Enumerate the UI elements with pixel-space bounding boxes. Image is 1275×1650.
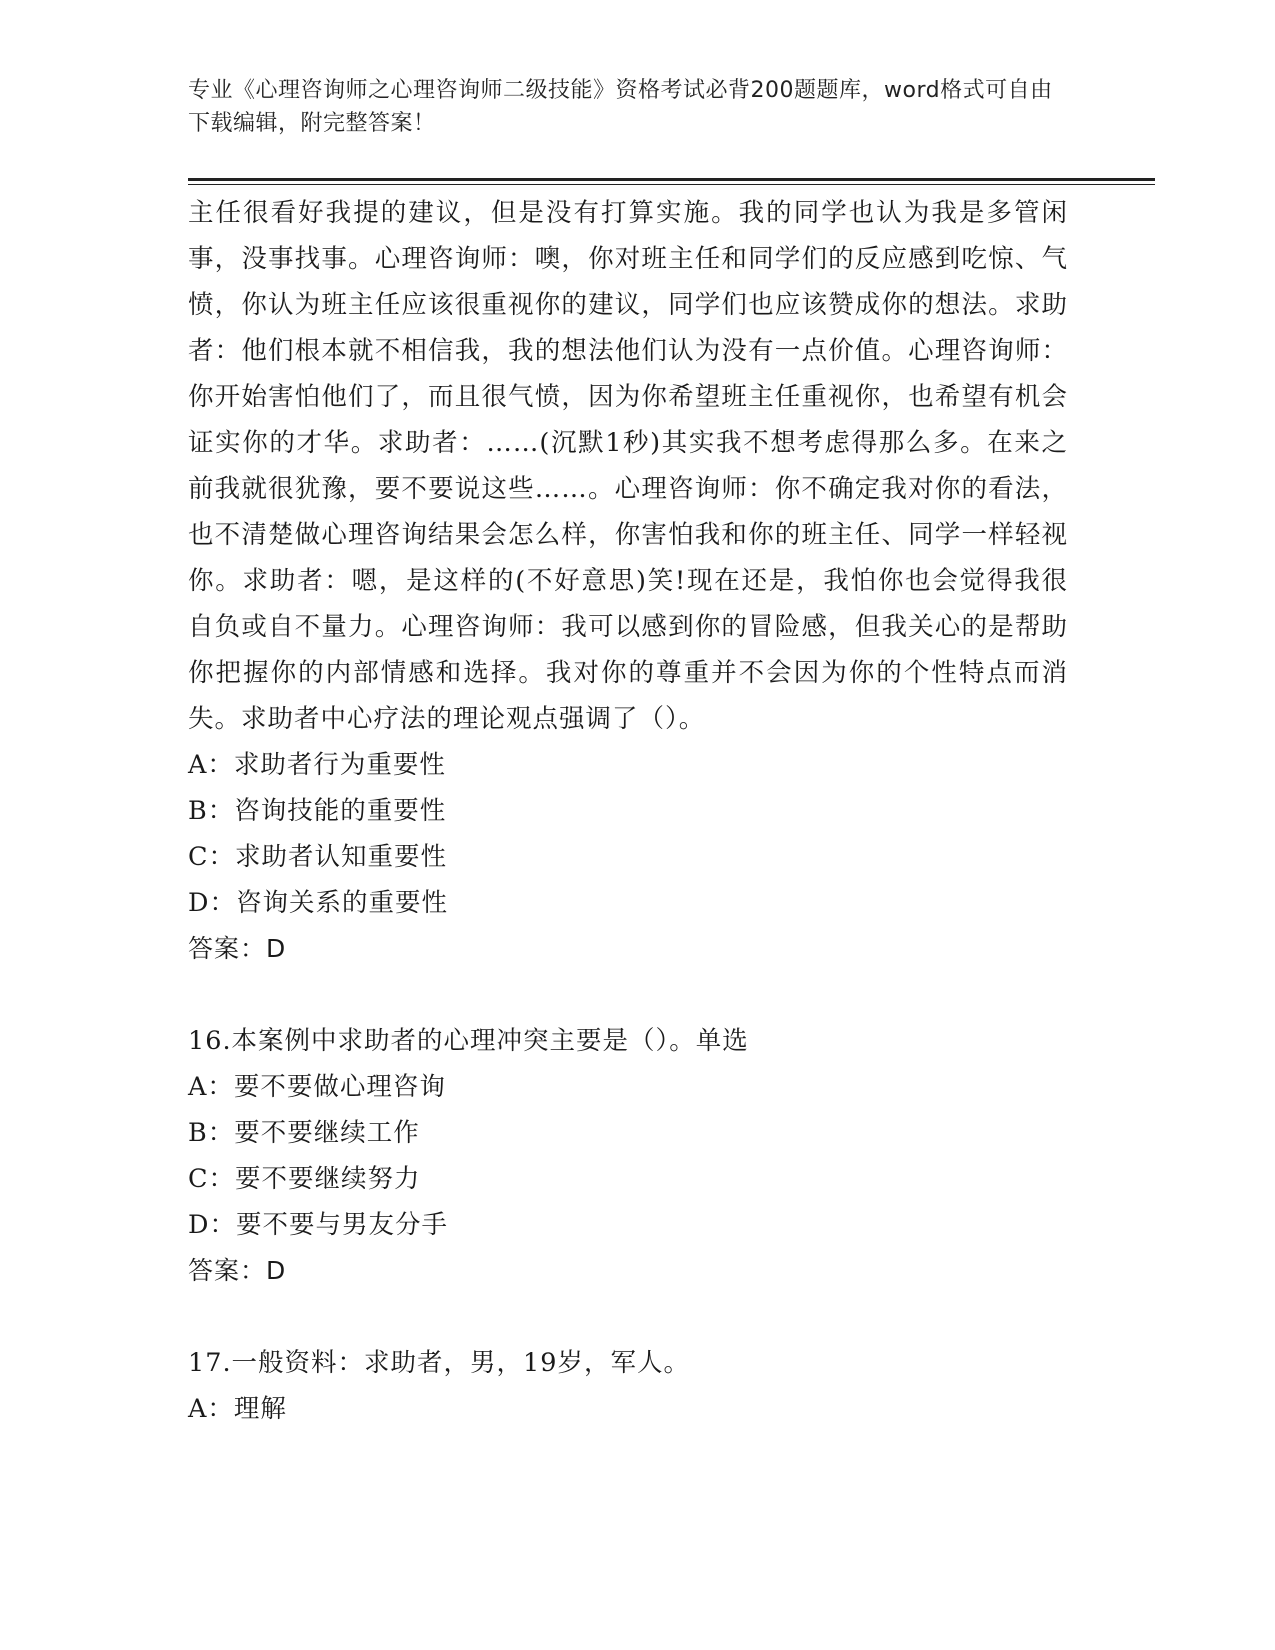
question-stem: 16.本案例中求助者的心理冲突主要是（）。单选 bbox=[188, 1026, 749, 1056]
header-divider-thin bbox=[188, 184, 1155, 185]
spacer bbox=[188, 972, 1068, 1018]
question-passage: 主任很看好我提的建议，但是没有打算实施。我的同学也认为我是多管闲事，没事找事。心理咨询师：噢，你对班主任和同学们的反应感到吃惊、气愤，你认为班主任应该很重视你的建议，同学们也应该赞成你的想法。求助者：他们根本就不相信我，我的想法他们认为没有一点价值。心理咨询师：你开始害怕他们了，而且很气愤，因为你希望班主任重视你，也希望有机会证实你的才华。求助者：……(沉默1秒)其实我不想考虑得那么多。在来之前我就很犹豫，要不要说这些……。心理咨询师：你不确定我对你的看法，也不清楚做心理咨询结果会怎么样，你害怕我和你的班主任、同学一样轻视你。求助者：嗯，是这样的(不好意思)笑!现在还是，我怕你也会觉得我很自负或自不量力。心理咨询师：我可以感到你的冒险感，但我关心的是帮助你把握你的内部情感和选择。我对你的尊重并不会因为你的个性特点而消失。求助者中心疗法的理论观点强调了（）。 bbox=[188, 198, 1068, 734]
option-b: B：要不要继续工作 bbox=[188, 1118, 420, 1148]
question-16 bbox=[188, 1018, 1068, 1294]
answer-line: 答案：D bbox=[188, 1256, 287, 1285]
option-a: A：求助者行为重要性 bbox=[188, 750, 446, 780]
spacer bbox=[188, 1294, 1068, 1340]
question-15 bbox=[188, 190, 1068, 972]
document-body bbox=[188, 190, 1068, 1432]
answer-line: 答案：D bbox=[188, 934, 287, 963]
option-c: C：要不要继续努力 bbox=[188, 1164, 421, 1194]
option-b: B：咨询技能的重要性 bbox=[188, 796, 447, 826]
option-a: A：要不要做心理咨询 bbox=[188, 1072, 446, 1102]
header-title: 专业《心理咨询师之心理咨询师二级技能》资格考试必背200题题库，word格式可自由下载编辑，附完整答案！ bbox=[188, 78, 1053, 136]
document-header bbox=[188, 74, 1068, 140]
question-17 bbox=[188, 1340, 1068, 1432]
option-c: C：求助者认知重要性 bbox=[188, 842, 448, 872]
question-stem: 17.一般资料：求助者，男，19岁，军人。 bbox=[188, 1348, 691, 1378]
header-divider-thick bbox=[188, 178, 1155, 181]
option-a: A：理解 bbox=[188, 1394, 287, 1424]
option-d: D：要不要与男友分手 bbox=[188, 1210, 448, 1240]
option-d: D：咨询关系的重要性 bbox=[188, 888, 448, 918]
